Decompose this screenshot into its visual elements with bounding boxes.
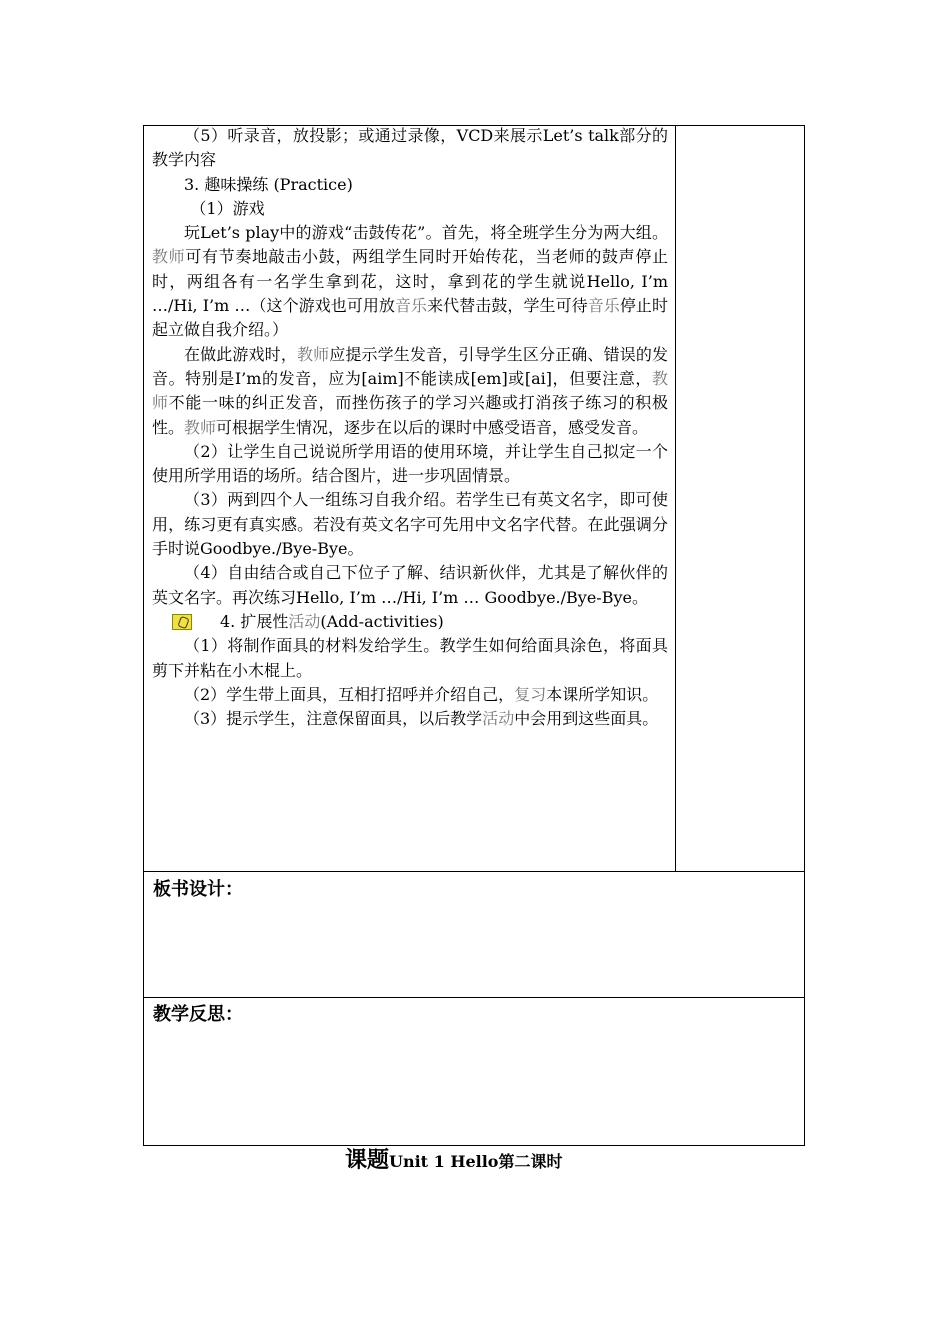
pronunciation-paragraph: 在做此游戏时，教师应提示学生发音，引导学生区分正确、错误的发音。特别是I’m的发音，应为[aim]不能读成[em]或[ai]，但要注意，教师不能一味的纠正发音，而挫伤孩子的学习兴趣或打消孩子练习的积极性。教师可根据学生情况，逐步在以后的课时中感受语音，感受发音。 — [152, 344, 668, 437]
music-word: 音乐 — [587, 296, 620, 316]
row-divider-board — [143, 871, 805, 872]
game-heading: （1）游戏 — [190, 198, 265, 218]
step-5-line: （5）听录音，放投影；或通过录像，VCD来展示Let’s talk部分的教学内容 — [152, 126, 668, 170]
reflection-label: 教学反思： — [153, 1004, 243, 1025]
teacher-word: 教师 — [152, 247, 186, 267]
extension-item-2: （2）学生带上面具，互相打招呼并介绍自己，复习本课所学知识。 — [184, 684, 659, 704]
lesson-content — [152, 124, 668, 731]
game-paragraph: 玩Let’s play中的游戏“击鼓传花”。首先，将全班学生分为两大组。教师可有节奏地敲击小鼓，两组学生同时开始传花，当老师的鼓声停止时，两组各有一名学生拿到花，这时，拿到花的学生就说Hello, I’m …/Hi, I’m …（这个游戏也可用放音乐来代替击鼓，学生可待音乐停止时起立做自我介绍。） — [152, 223, 668, 340]
lesson-title-text: Unit 1 Hello第二课时 — [389, 1152, 563, 1171]
practice-item-3: （3）两到四个人一组练习自我介绍。若学生已有英文名字，即可使用，练习更有真实感。若没有英文名字可先用中文名字代替。在此强调分手时说Goodbye./Bye-Bye。 — [152, 490, 668, 559]
extension-item-3: （3）提示学生，注意保留面具，以后教学活动中会用到这些面具。 — [184, 709, 659, 729]
lesson-title-prefix: 课题 — [345, 1148, 390, 1173]
board-design-label: 板书设计： — [153, 879, 243, 900]
music-word: 音乐 — [395, 296, 428, 316]
practice-item-2: （2）让学生自己说说所学用语的使用环境，并让学生自己拟定一个使用所学用语的场所。结合图片，进一步巩固情景。 — [152, 441, 668, 486]
practice-heading: 3. 趣味操练 (Practice) — [184, 174, 353, 194]
extension-heading: 4. 扩展性活动(Add-activities) — [152, 610, 668, 634]
extension-item-1: （1）将制作面具的材料发给学生。教学生如何给面具涂色，将面具剪下并粘在小木棍上。 — [152, 636, 668, 680]
practice-item-4: （4）自由结合或自己下位子了解、结识新伙伴，尤其是了解伙伴的英文名字。再次练习Hello, I’m …/Hi, I’m … Goodbye./Bye-Bye。 — [152, 563, 668, 607]
pencil-note-icon — [172, 614, 192, 630]
column-divider — [675, 125, 676, 872]
row-divider-reflection — [143, 997, 805, 998]
lesson-title — [345, 1143, 562, 1174]
